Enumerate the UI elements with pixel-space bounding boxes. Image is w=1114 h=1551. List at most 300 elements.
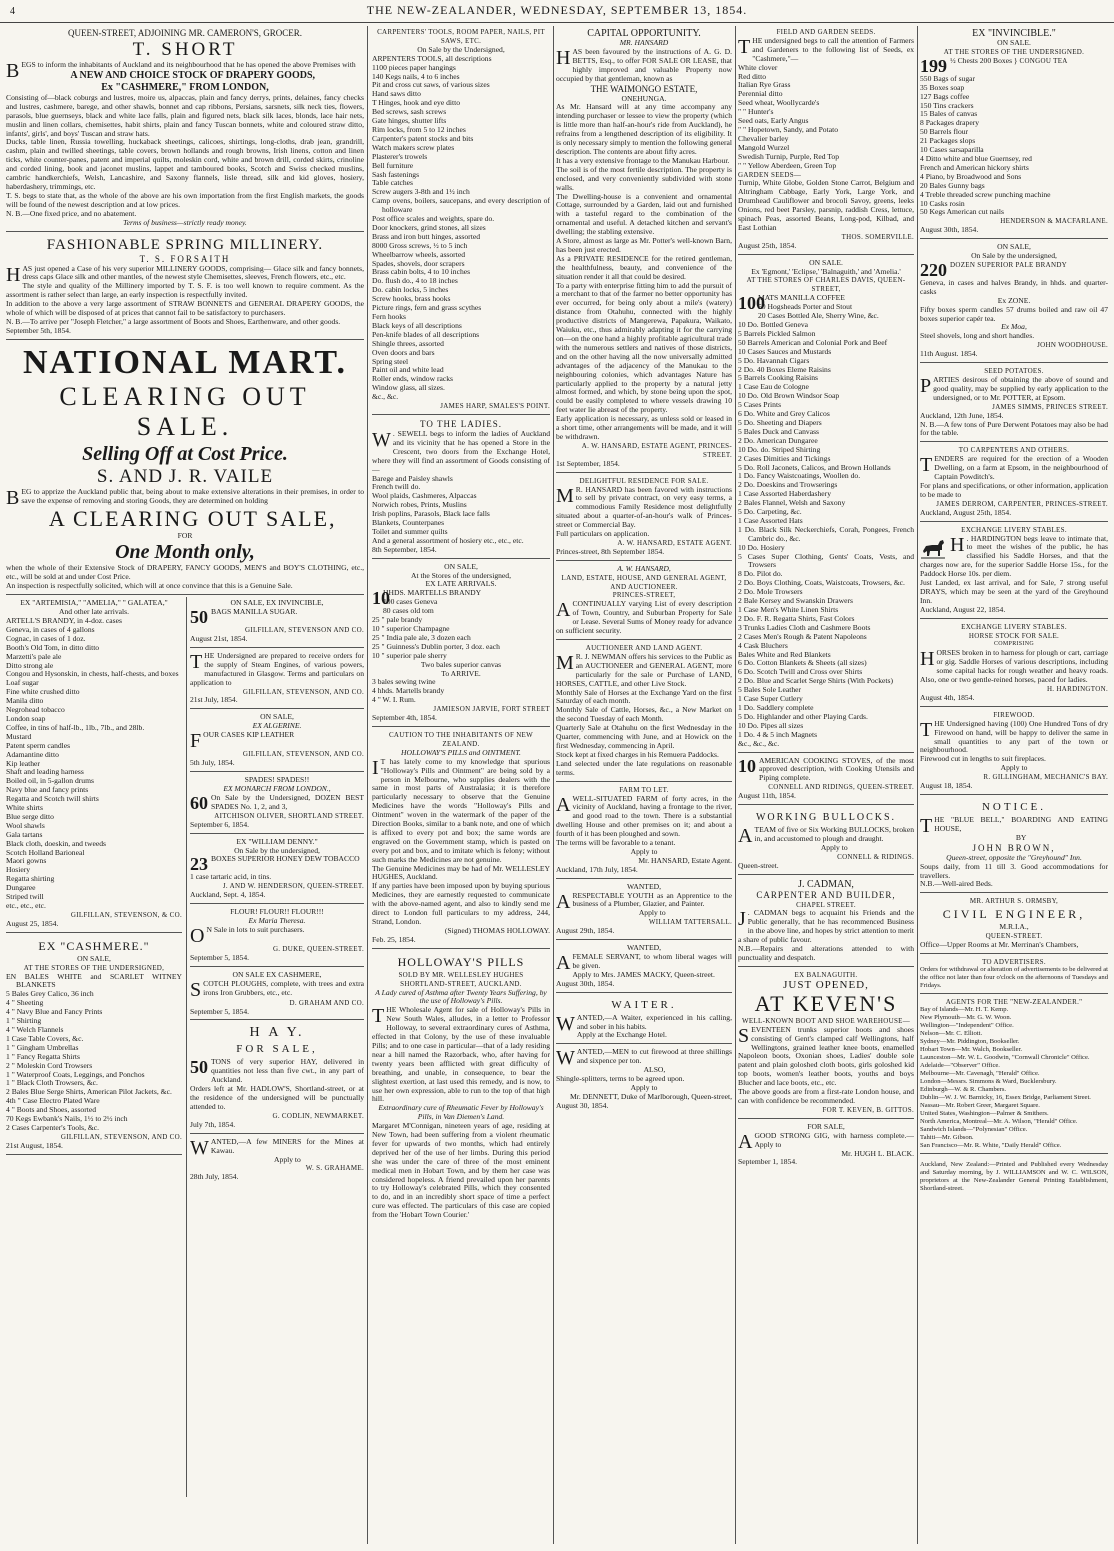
ad-heading: CAUTION TO THE INHABITANTS OF NEW ZEALAND.	[388, 730, 534, 748]
ad-subheading: To ARRIVE.	[441, 668, 481, 678]
ad-date: September 6, 1854.	[190, 819, 250, 829]
list-item: 2 Do. Doeskins and Trowserings	[738, 480, 838, 490]
ad-heading: WORKING BULLOCKS.	[755, 812, 897, 824]
list-item: Wool shawls	[6, 820, 45, 830]
list-item: 1 Do. Fancy Waistcoatings, Woollen do.	[738, 471, 861, 481]
drop-cap: F	[190, 730, 202, 753]
item-list	[6, 973, 182, 1133]
ad-heading: SPADES! SPADES!!	[244, 774, 310, 784]
ad-body: Land selected under the late regulations on reasonable terms.	[556, 758, 732, 777]
ad-body: GOOD STRONG GIG, with harness complete.—Apply to	[754, 1130, 914, 1149]
ad-body: Geneva, in cases and halves Brandy, in hhds. and quarter-casks	[920, 277, 1108, 296]
ad-signature: J. AND W. HENDERSON, QUEEN-STREET.	[222, 882, 364, 891]
ad-date: Auckland, August 25th, 1854.	[920, 507, 1012, 517]
ad-address: QUEEN-STREET.	[985, 932, 1043, 941]
ad-caution	[372, 729, 550, 949]
list-item: 80 cases old tom	[383, 606, 434, 616]
drop-cap: J	[738, 908, 746, 931]
ad-signature: JAMES DERROM, CARPENTER, PRINCES-STREET.	[936, 499, 1108, 508]
ad-signature: HENDERSON & MACFARLANE.	[1000, 217, 1108, 226]
ad-subheading: ON SALE.	[997, 38, 1031, 47]
ad-subheading: Ex "CASHMERE," FROM LONDON,	[101, 81, 269, 93]
ad-date: Auckland, 17th July, 1854.	[556, 864, 638, 874]
ad-heading: ON SALE, EX INVINCIBLE,	[230, 598, 324, 608]
list-item: 2 Do. 40 Boxes Eleme Raisins	[738, 364, 831, 374]
column-1-left	[6, 597, 182, 1156]
ad-body: R. HANSARD has been favored with instructions to sell by private contract, on very easy terms, a commodious Family Residence most delightfully situated about a quarter-of-an-hour's walk of Princes-street or Commercial Bay.	[556, 484, 732, 530]
ad-body: If any parties have been imposed upon by buying spurious Medicines, they are earnestly requested to communicate with the above-named agent, and also to kindly send me direct to London full particulars to my address, 244, Strand, London.	[372, 881, 550, 926]
list-item: Maori gowns	[6, 856, 47, 866]
list-item: Irish poplins, Parasols, Black lace falls	[372, 509, 490, 519]
list-item: Brass and iron butt hinges, assorted	[372, 231, 480, 241]
list-item: 10 Cases sarsaparilla	[920, 145, 984, 155]
list-item: Wheelbarrow wheels, assorted	[372, 249, 465, 259]
list-item: 1100 pieces paper hangings	[372, 62, 456, 72]
ad-body: EGS to inform the inhabitants of Auckland and its neighbourhood that he has opened the above Premises with	[21, 60, 356, 69]
ad-kevens	[738, 969, 914, 1119]
ad-auctioneer	[556, 642, 732, 782]
list-item: Loaf sugar	[6, 678, 39, 688]
ad-subheading: Ex ZONE.	[997, 295, 1031, 305]
list-item: 10 Do. Pipes all sizes	[738, 720, 804, 730]
list-item: 3 bales sewing twine	[372, 677, 436, 687]
ad-body: Ducks, table linen, Russia towelling, huckaback sheetings, calicoes, shirtings, long-cloths, drab jean, grandrill, cashm, plain and twilled sheetings, table covers, brown hollands and rough browns, Irish linens, cotton and linen ticks, white counter-panes, patent and imperial quilts, moleskin cord, white and brown drill, corded skirts, crinoline and corded lining, book and jaconet muslins, lappet and tamboured books, Scotch and Swiss checked muslins, cambric handkerchiefs, Welsh, Lancashire, and Saxony flannels, lisle thread, silk and kid gloves, hosiery, haberdashery, trimmings, etc.	[6, 137, 364, 191]
drop-cap: M	[556, 484, 574, 507]
ad-heading: AUCTIONEER AND LAND AGENT.	[585, 644, 703, 652]
ad-body: For plans and specifications, or other information, application to be made to	[920, 480, 1108, 499]
column-3	[556, 26, 732, 1546]
item-list	[738, 294, 914, 748]
horse-icon	[920, 537, 946, 559]
list-item: 2 Do. American Dungaree	[738, 435, 818, 445]
list-item: Pen-knife blades of all descriptions	[372, 329, 480, 339]
list-item: 4 " Boots and Shoes, assorted	[6, 1105, 97, 1115]
list-item: Bay of Islands—Mr. H. T. Kemp.	[920, 1005, 1009, 1013]
ad-civil-engineer	[920, 895, 1108, 954]
list-item: 4 Ditto white and blue Guernsey, red	[920, 153, 1032, 163]
list-item: San Francisco—Mr. R. White, "Daily Herald" Office.	[920, 1141, 1062, 1149]
item-list	[920, 75, 1108, 218]
list-item: 10 Cases Sauces and Mustards	[738, 346, 832, 356]
column-1-right	[190, 597, 364, 1187]
list-item: 3 Trunks Ladies Cloth and Cashmere Boots	[738, 622, 871, 632]
ad-date: August 25th, 1854.	[738, 240, 797, 250]
ad-heading: AT KEVEN'S	[754, 990, 898, 1016]
ad-heading: FLOUR! FLOUR!! FLOUR!!!	[230, 907, 324, 917]
ad-tagline: Selling Off at Cost Price.	[82, 442, 288, 465]
imprint	[920, 1161, 1108, 1193]
list-item: Nelson—Mr. C. Elliott.	[920, 1029, 983, 1037]
ad-subheading: LAND, ESTATE, HOUSE, AND GENERAL AGENT, AND AUCTIONEER.	[561, 573, 727, 591]
ad-apply: Apply to	[630, 846, 658, 856]
ad-case-title: A Lady cured of Asthma after Twenty Years Suffering, by the use of Holloway's Pills.	[375, 987, 547, 1006]
ad-body: Full particulars on application.	[556, 529, 650, 539]
ad-body: HE undersigned begs to call the attention of Farmers and Gardeners to the following list of Seeds, ex "Cashmere,"—	[752, 35, 914, 63]
ad-body: Fifty boxes sperm candles 57 drums boiled and raw oil 47 boxes superior capér tea.	[920, 304, 1108, 323]
ad-capital-opportunity	[556, 26, 732, 473]
list-item: 5 Do. Havannah Cigars	[738, 355, 810, 365]
section-body: Orders for withdrawal or alteration of advertisements to be delivered at the office not later than four o'clock on the afternoons of Tuesdays and Fridays.	[920, 965, 1108, 989]
ad-body: Shingle-splitters, terms to be agreed upon.	[556, 1074, 685, 1084]
list-item: Manila ditto	[6, 696, 44, 706]
ad-date: 28th July, 1854.	[190, 1172, 239, 1182]
ad-seed-potatoes	[920, 365, 1108, 442]
list-item: 15 Bales of canvas	[920, 109, 978, 119]
ad-body: ARTIES desirous of obtaining the above of sound and good quality, may be supplied by early application to the undersigned, or to Mr. POTTER, at Epsom.	[933, 375, 1108, 402]
list-item: Picture rings, fern and grass scythes	[372, 303, 482, 313]
ad-signature: JAMES SIMMS, PRINCES STREET.	[992, 402, 1108, 411]
ad-signature: FOR T. KEVEN, B. GITTOS.	[822, 1105, 914, 1114]
ad-national-mart	[6, 342, 364, 595]
list-item: 5 Barrels Pickled Salmon	[738, 328, 816, 338]
list-item: " " Hunter's	[738, 107, 774, 117]
list-item: 50 Kegs American cut nails	[920, 207, 1004, 217]
list-item: 1 Do. Black Silk Neckerchiefs, Corah, Pongees, French Cambric do., &c.	[738, 524, 914, 543]
to-advertisers	[920, 956, 1108, 994]
ad-hay	[190, 1022, 364, 1133]
list-item: Chevalier barley	[738, 133, 789, 143]
list-item: Barege and Paisley shawls	[372, 473, 453, 483]
ad-body: Turnip, White Globe, Golden Stone Carrot, Belgium and Altringham Cabbage, Early York, Large York, and Drumhead Cauliflower and brocoli Savoy, greens, leeks Onions, red beet Parsley, parsnip, raddish Cress, lettuce, spinach Peas, assorted Beans, Long-pod, Kilbad, and East Lothian	[738, 178, 914, 232]
list-item: Sash fastenings	[372, 169, 420, 179]
ad-subheading: Ex Maria Theresa.	[248, 916, 306, 926]
list-item: Wellington—"Independent" Office.	[920, 1021, 1014, 1029]
ad-body: It has a very extensive frontage to the Manukau Harbour.	[556, 155, 730, 165]
ad-body: . CADMAN begs to acquaint his Friends and the Public generally, that he has recommenced Business in the above line, and hopes by strict attention to merit a share of public favour.	[738, 908, 914, 945]
list-item: 5 Barrels Cooking Raisins	[738, 373, 818, 383]
ad-heading: A. W. HANSARD,	[617, 563, 671, 573]
list-item: Screw hooks, brass hooks	[372, 294, 451, 304]
column-1-lower	[6, 597, 364, 1497]
list-item: etc., etc., etc.	[6, 901, 46, 910]
list-item: Kip leather	[6, 758, 40, 768]
list-item: Do. flush do., 4 to 18 inches	[372, 276, 458, 286]
ad-body: ½ Chests 200 Boxes	[950, 55, 1013, 65]
list-item: London—Messrs. Simmons & Ward, Bucklersbury.	[920, 1077, 1057, 1085]
list-item: Mustard	[6, 731, 32, 741]
ad-farm-to-let	[556, 784, 732, 879]
list-item: Scotch Holland Barioneal	[6, 847, 85, 857]
ad-heading: EX "INVINCIBLE."	[972, 28, 1056, 39]
ad-date: September 5, 1854.	[190, 1006, 250, 1016]
list-item: Coffee, in tins of half-lb., 1lb., 7lb., and 28lb.	[6, 722, 145, 732]
ad-body: . SEWELL begs to inform the ladies of Auckland and its vicinity that he has opened a Store in the Crescent, two doors from the Exchange Hotel, where they will find an assortment of Goods consisting of—	[372, 428, 550, 474]
ad-address: Queen-street.	[738, 860, 779, 870]
drop-cap: A	[738, 825, 753, 848]
list-item: 10 Do. Hosiery	[738, 542, 785, 552]
ad-body: Apply at the Exchange Hotel.	[576, 1030, 667, 1040]
ad-body: WELL-SITUATED FARM of forty acres, in the vicinity of Auckland, having a frontage to the river, and good road to the town. There is a substantial dwelling House and other premises on it; and about a fourth of it has been ploughed and sown.	[556, 793, 732, 839]
drop-cap: H	[6, 263, 21, 286]
list-item: 550 Bags of sugar	[920, 73, 976, 83]
drop-cap: A	[556, 793, 571, 816]
list-item: Do. cabin locks, 5 inches	[372, 285, 449, 295]
drop-cap: H	[950, 533, 965, 556]
ad-heading: NATIONAL MART.	[22, 343, 347, 381]
list-item: Rim locks, from 5 to 12 inches	[372, 124, 466, 134]
ad-body: The terms will be favorable to a tenant.	[556, 838, 676, 848]
ad-manilla-sugar	[190, 597, 364, 648]
ad-body: T. S. begs to state that, as the whole of the above are his own importation from the first English markets, the goods will be found of the newest description and at low prices.	[6, 190, 364, 209]
drop-cap: O	[190, 924, 205, 947]
list-item: Dungaree	[6, 883, 36, 893]
ad-date: 11th August. 1854.	[920, 349, 978, 359]
page-number: 4	[10, 6, 16, 17]
drop-cap: A	[738, 1130, 753, 1153]
list-item: 50 Barrels flour	[920, 127, 969, 137]
list-item: 10 Casks rosin	[920, 198, 965, 208]
list-item: Regatta and Scotch twill shirts	[6, 794, 99, 804]
list-item: 20 Cases Bottled Ale, Sherry Wine, &c.	[758, 311, 879, 321]
list-item: Black keys of all descriptions	[372, 320, 462, 330]
list-item: Door knockers, grind stones, all sizes	[372, 222, 486, 232]
ad-signature: THOS. SOMERVILLE.	[841, 232, 914, 241]
ad-subheading: EX ALGERINE.	[252, 721, 302, 731]
ad-signature: Mr. DENNETT, Duke of Marlborough, Queen-street,	[569, 1091, 732, 1101]
list-item: 1 Case Table Covers, &c.	[6, 1033, 84, 1043]
list-item: 50 Barrels American and Colonial Pork and Beef	[738, 337, 888, 347]
list-item: 4 Treble threaded screw punching machine	[920, 189, 1051, 199]
list-item: Negrohead tobacco	[6, 705, 65, 715]
ad-subheading: CIVIL ENGINEER,	[942, 907, 1086, 922]
ad-subheading: SOLD BY MR. WELLESLEY HUGHES	[398, 970, 524, 979]
list-item: T Hinges, hook and eye ditto	[372, 98, 461, 108]
drop-cap: B	[6, 60, 20, 82]
ad-seeds	[738, 26, 914, 255]
ad-apply: Apply to	[820, 842, 848, 852]
ad-date: August 30, 1854.	[556, 1100, 609, 1110]
ad-heading: WANTED,	[627, 881, 661, 891]
ad-for: FOR	[177, 530, 193, 540]
list-item: Regatta shirting	[6, 874, 55, 884]
drop-cap: T	[920, 454, 933, 477]
ad-subheading: And other late arrivals.	[58, 607, 129, 617]
list-item: Congou and Hysonskin, in chests, half-chests, and boxes	[6, 669, 179, 679]
list-item: Mangold Wurzel	[738, 142, 790, 152]
ad-body: A Store, almost as large as Mr. Potter's well-known Barn, has been just erected.	[556, 236, 732, 254]
agents-list	[920, 996, 1108, 1154]
drop-cap: T	[190, 650, 203, 673]
list-item: London soap	[6, 713, 46, 723]
ad-flour	[190, 906, 364, 967]
ad-body: On Sale by the Undersigned, DOZEN BEST SPADES No. 1, 2, and 3,	[211, 792, 364, 811]
list-item: Norwich robes, Prints, Muslins	[372, 500, 467, 510]
ad-signature: GILFILLAN, STEVENSON, & CO.	[70, 910, 182, 919]
ad-body: HE Wholesale Agent for sale of Holloway's Pills in New South Wales, alludes, in a letter to Professor Holloway, to several extraordinary cures of Asthma, effected in that Colony, by the use of these invaluable Pills; and to one case in particular—that of a lady residing near a hill named the Razorback, who, after having for twenty years been afflicted with great difficulty of breathing, and unable, in consequence, to bear the slightest exertion, at last used this remedy, and is now, to use her own expression, able to run to the top of that high hill.	[372, 1005, 550, 1104]
list-item: " " Yellow Aberdeen, Green Top	[738, 160, 837, 170]
drop-cap: S	[190, 978, 202, 1001]
list-item: Watch makers screw plates	[372, 142, 455, 152]
list-item: 5 Do. Carpeting, &c.	[738, 507, 802, 517]
drop-cap: B	[6, 486, 20, 509]
ad-date: Auckland, Sept. 4, 1854.	[190, 890, 266, 900]
ad-body: The above goods are from a first-rate London house, and can with confidence be recommended.	[738, 1087, 914, 1105]
list-item: 8000 Gross screws, ½ to 5 inch	[372, 240, 468, 250]
list-item: 4 " Sheeting	[6, 998, 44, 1008]
column-rule	[917, 26, 918, 1544]
ad-heading: CARPENTERS' TOOLS, ROOM PAPER, NAILS, PIT SAWS, ETC.	[377, 28, 545, 45]
list-item: HHDS. MARTELLS BRANDY	[383, 588, 482, 598]
ad-date: 1st September, 1854.	[556, 458, 620, 468]
ad-invincible: EX "INVINCIBLE." ON SALE. AT THE STORES OF THE UNDERSIGNED. 199 ½ Chests 200 Boxes } CONGOU TEA 550 Bags of sugar 35 Boxes soap 127 Bags coffee 150 Tins crackers 15 Bales of canvas 8 Packages drapery 50 Barrels flour 21 Packages slops 10 Cases sarsaparilla 4 Ditto white and blue Guernsey, red French and American hickory shirts 4 Piano, by Broadwood and Sons 20 Bales Gunny bags 4 Treble threaded screw punching machine 10 Casks rosin 50 Kegs American cut nails HENDERSON & MACFARLANE. August 30th, 1854.	[920, 26, 1108, 239]
list-item: Shingle threes, assorted	[372, 338, 444, 348]
ad-heading: FARM TO LET.	[619, 785, 669, 794]
list-item: Hosiery	[6, 865, 31, 875]
ad-waiter	[556, 995, 732, 1045]
ad-body: The style and quality of the Millinery imported by T. S. F. is too well known to require comment. As the assortment is rather select than large, an early inspection is respectfully invited.	[6, 281, 364, 300]
list-item: " " Hopetown, Sandy, and Potato	[738, 124, 838, 134]
list-item: 10 Do. Bottled Geneva	[738, 320, 809, 329]
ad-date: Auckland, 12th June, 1854.	[920, 410, 1004, 420]
item-list	[372, 55, 550, 402]
ad-body: Firewood cut in lengths to suit fireplaces.	[920, 754, 1046, 764]
drop-cap: W	[372, 428, 391, 451]
list-item: Seed oats, Early Angus	[738, 116, 809, 126]
list-item: Window glass, all sizes.	[372, 383, 445, 393]
ad-by: BY	[1015, 832, 1027, 842]
drop-cap: A	[556, 599, 571, 622]
ad-date: August 30th, 1854.	[556, 978, 615, 988]
ad-heading: NOTICE.	[981, 800, 1047, 813]
ad-topline: QUEEN-STREET, ADJOINING MR. CAMERON'S, GROCER.	[68, 28, 302, 38]
column-5	[920, 26, 1108, 1546]
list-item: 21 Packages slops	[920, 136, 976, 146]
list-item: 100 cases Geneva	[383, 597, 438, 607]
ad-date: September 1, 1854.	[738, 1157, 798, 1167]
ad-body: The Genuine Medicines may be had of Mr. WELLESLEY HUGHES, Auckland.	[372, 863, 550, 882]
list-item: 1 Do. Saddlery complete	[738, 702, 814, 712]
list-item: Shaft and leading harness	[6, 767, 84, 777]
ad-body: RESPECTABLE YOUTH as an Apprentice to the business of a Plumber, Glazier, and Painter.	[572, 890, 732, 909]
ad-heading: SEED POTATOES.	[984, 367, 1044, 376]
list-item: French and American hickory shirts	[920, 162, 1029, 172]
ad-body: Orders left at Mr. HADLOW'S, Shortland-street, or at the residence of the undersigned will be punctually attended to.	[190, 1084, 364, 1111]
ad-signature: W. S. GRAHAME.	[305, 1164, 364, 1173]
ad-subheading: ONEHUNGA.	[621, 93, 667, 103]
ad-date: August 4th, 1854.	[920, 692, 975, 702]
list-item: Oven doors and bars	[372, 347, 435, 357]
quantity: 220	[920, 259, 947, 280]
list-item: 4 " W. I. Rum.	[372, 695, 416, 705]
ad-female-servant	[556, 942, 732, 993]
ad-body: . HARDINGTON begs leave to intimate that, to meet the wishes of the public, he has classified his Saddle Horses, and that the charges now are, for the superior Saddle Horse 15s., for the Paddock Horse 10s. per diem.	[920, 533, 1108, 579]
list-item: Nassau—Mr. Robert Greer, Margaret Square.	[920, 1101, 1040, 1109]
ad-also: ALSO,	[643, 1065, 666, 1075]
ad-body: BOXES SUPERIOR HONEY DEW TOBACCO	[211, 854, 360, 864]
ad-heading: FIREWOOD.	[993, 710, 1035, 719]
list-item: New Plymouth—Mr. G. W. Woon.	[920, 1013, 1012, 1021]
list-item: Spring steel	[372, 356, 409, 366]
list-item: 8 Do. Pilot do.	[738, 569, 783, 579]
drop-cap: W	[190, 1136, 209, 1159]
list-item: 2 Bales Flannel, Welsh and Saxony	[738, 498, 846, 508]
ad-kip-leather	[190, 711, 364, 772]
list-item: 20 Bales Gunny bags	[920, 180, 985, 190]
ad-signature: Mr. HUGH L. BLACK.	[841, 1148, 914, 1158]
ad-date: Feb. 25, 1854.	[372, 934, 416, 944]
drop-cap: A	[556, 952, 571, 974]
ad-note: N. B.—To arrive per "Joseph Fletcher," a large assortment of Boots and Shoes, Earthenware, and other goods.	[6, 316, 341, 326]
ad-body: OUR CASES KIP LEATHER	[203, 730, 295, 740]
imprint-text: Auckland, New Zealand:—Printed and Published every Wednesday and Saturday morning, by J. WILLIAMSON and W. C. WILSON, proprietors at the New-Zealander General Printing Establishment, Shortland-street.	[920, 1160, 1108, 1192]
list-item: Gala tartans	[6, 829, 43, 839]
ad-firewood-men	[556, 1046, 732, 1113]
list-item: 2 Bales Blue Serge Shirts, American Pilot Jackets, &c.	[6, 1087, 172, 1097]
ad-subheading: Ex Moa,	[1001, 322, 1027, 332]
ad-charles-davis	[738, 257, 914, 753]
ad-hansard-agent	[556, 563, 732, 640]
ad-date: August 29th, 1854.	[556, 926, 615, 936]
ad-body: An inspection is respectfully solicited, which will at once convince that this is a Genuine Sale.	[6, 581, 293, 591]
ad-body: Steel shovels, long and short handles.	[920, 331, 1035, 341]
ad-heading: MR. ARTHUR S. ORMSBY,	[969, 897, 1059, 906]
ad-body: AS just opened a Case of his very superior MILLINERY GOODS, comprising— Glace silk and fancy bonnets, dress caps Glace silk and other mantles, of the newest style Chemisettes, sleeves, French flowers, etc., etc.	[22, 263, 364, 282]
ad-heading: FIELD AND GARDEN SEEDS.	[776, 28, 876, 36]
list-item: 25 " Guinness's Dublin porter, 3 doz. each	[372, 641, 500, 651]
ad-terms: Terms of business—strictly ready money.	[123, 217, 247, 227]
drop-cap: T	[738, 35, 751, 58]
list-item: Adelaide—"Observer" Office.	[920, 1061, 1000, 1069]
ad-subheading: AT THE STORES OF CHARLES DAVIS, QUEEN-STREET,	[746, 276, 906, 294]
ad-signature: G. DUKE, QUEEN-STREET.	[272, 944, 364, 953]
ad-body: The soil is of the most fertile description. The property is enclosed, and very conveniently subdivided with stone walls.	[556, 164, 732, 192]
list-item: Patent sperm candles	[6, 740, 71, 750]
ad-tenders	[920, 444, 1108, 521]
list-item: 1 Do. 4 & 5 inch Magnets	[738, 729, 818, 739]
list-item: EN BALES WHITE and SCARLET WITNEY BLANKETS	[6, 971, 182, 990]
ad-subheading: HORSE STOCK FOR SALE.	[968, 631, 1060, 640]
list-item: 8 Packages drapery	[920, 118, 980, 128]
list-item: Hand saws ditto	[372, 89, 421, 99]
ad-body: CONTINUALLY varying List of every description of Town, Country, and Suburban Property for Sale or Lease. Several Sums of Money ready for advance on sufficient security.	[556, 599, 732, 636]
list-item: 25 " India pale ale, 3 dozen each	[372, 632, 471, 642]
list-item: Screw augers 3-8th and 1½ inch	[372, 187, 470, 197]
list-item: White shirts	[6, 803, 43, 813]
ad-pale-brandy	[920, 241, 1108, 363]
list-item: 4 hhds. Martells brandy	[372, 686, 445, 696]
ad-steam-engines	[190, 650, 364, 709]
ad-note: N.B.—Repairs and alterations attended to with punctuality and despatch.	[738, 944, 914, 962]
list-item: &c., &c., &c.	[738, 738, 780, 748]
ad-body: AMERICAN COOKING STOVES, of the most approved description, with Cooking Utensils and Piping complete.	[759, 755, 914, 783]
list-item: Bell furniture	[372, 160, 414, 170]
ad-subheading: At the Stores of the undersigned,	[411, 570, 511, 580]
ad-delightful-residence	[556, 475, 732, 561]
list-item: Swedish Turnip, Purple, Red Top	[738, 151, 840, 161]
drop-cap: W	[556, 1012, 575, 1035]
list-item: 5 Bales Sole Leather	[738, 685, 802, 695]
ad-signature: G. CODLIN, NEWMARKET.	[272, 1111, 364, 1120]
quantity: 60	[190, 792, 208, 813]
ad-body: As Mr. Hansard will at any time accompany any intending purchaser or lessee to view the property (which is little more than half-an-hour's ride from Auckland), he refrains from a lengthened description of its eligibility. It is only necessary simply to mention the following general description. The contents are about fifty acres.	[556, 102, 732, 156]
list-item: 127 Bags coffee	[920, 91, 970, 101]
ad-firewood	[920, 709, 1108, 795]
drop-cap: H	[920, 648, 935, 671]
ad-signature: R. GILLINGHAM, MECHANIC'S BAY.	[983, 773, 1108, 782]
ad-signature: JAMIESON JARVIE, FORT STREET	[433, 705, 550, 714]
list-item: Blankets, Counterpanes	[372, 518, 445, 528]
ad-apply: Apply to	[1000, 763, 1028, 773]
list-item: 1 Case Men's White Linen Shirts	[738, 605, 839, 614]
list-item: 4 Cask Bluchers	[738, 640, 788, 650]
ad-subheading: SHORTLAND-STREET, AUCKLAND.	[400, 979, 522, 988]
ad-heading: HOLLOWAY'S PILLS	[397, 954, 525, 969]
ad-date: September 5, 1854.	[190, 952, 250, 962]
drop-cap: H	[556, 46, 571, 69]
list-item: 25 " pale brandy	[372, 615, 423, 625]
ad-body: To a party with enterprise fitting him to add the pursuit of a merchant to that of the farmer no better opportunity has ever occurred, for being only about a mile's (watery) distance from Otahuhu, connected with the highly productive districts of Mangerewa, Papakura, Waikato, Waiuku, etc., thus admirably adapting it for the carrying on—on the one hand a highly profitable agricultural trade with the numerous settlers and natives of those districts, and on the other having all the now universally admitted advantages of the adjacency of the Manukau to the neighbouring colonies, which advantages Nature has particularly applied to the property by a natural jetty almost formed, and which, by stone being upon the spot, could be easily completed to where vessels drawing 10 feet water lie abreast of the property.	[556, 280, 732, 415]
list-item: Boiled oil, in 5-gallon drums	[6, 776, 94, 786]
